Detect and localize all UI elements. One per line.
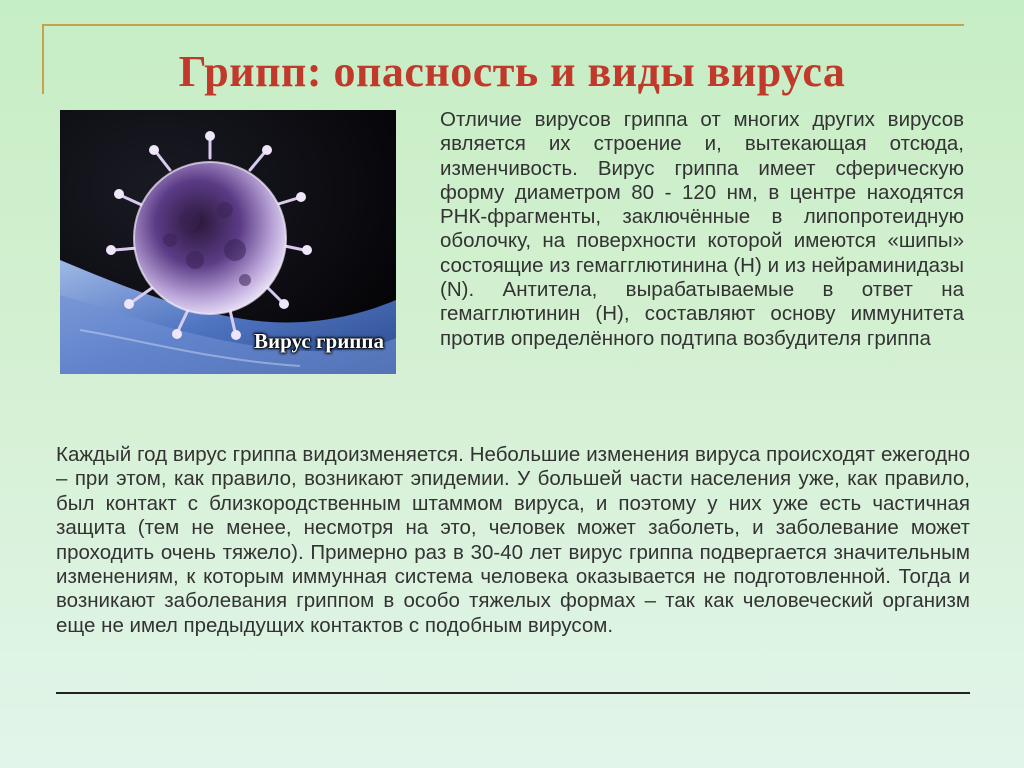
intro-paragraph: Отличие вирусов гриппа от многих других вирусов является их строение и, вытекающая отсюда, изменчивость. Вирус гриппа имеет сферическую форму диаметром 80 - 120 нм, в центре находятся РНК-фрагменты, заключённые в липопротеидную оболочку, на поверхности которой имеются «шипы» состоящие из гемагглютинина (H) и из нейраминидазы (N). Антитела, вырабатываемые в ответ на гемагглютинин (H), составляют основу иммунитета против определённого подтипа возбудителя гриппа [440, 108, 964, 350]
bottom-rule [56, 692, 970, 694]
image-caption: Вирус гриппа [254, 329, 384, 353]
body-paragraph: Каждый год вирус гриппа видоизменяется. Небольшие изменения вируса происходят ежегодно – при этом, как правило, возникают эпидемии. У большей части населения уже, как правило, был контакт с близкородственным штаммом вируса, и поэтому у них уже есть частичная защита (тем не менее, несмотря на это, человек может заболеть, и заболевание может проходить очень тяжело). Примерно раз в 30-40 лет вирус гриппа подвергается значительным изменениям, к которым иммунная система человека оказывается не подготовленной. Тогда и возникают заболевания гриппом в особо тяжелых формах – так как человеческий организм еще не имел предыдущих контактов с подобным вирусом. [56, 443, 970, 637]
virus-illustration [60, 110, 396, 374]
slide-title: Грипп: опасность и виды вируса [178, 47, 846, 96]
virus-image [60, 110, 396, 374]
top-decorative-rule [42, 24, 964, 26]
